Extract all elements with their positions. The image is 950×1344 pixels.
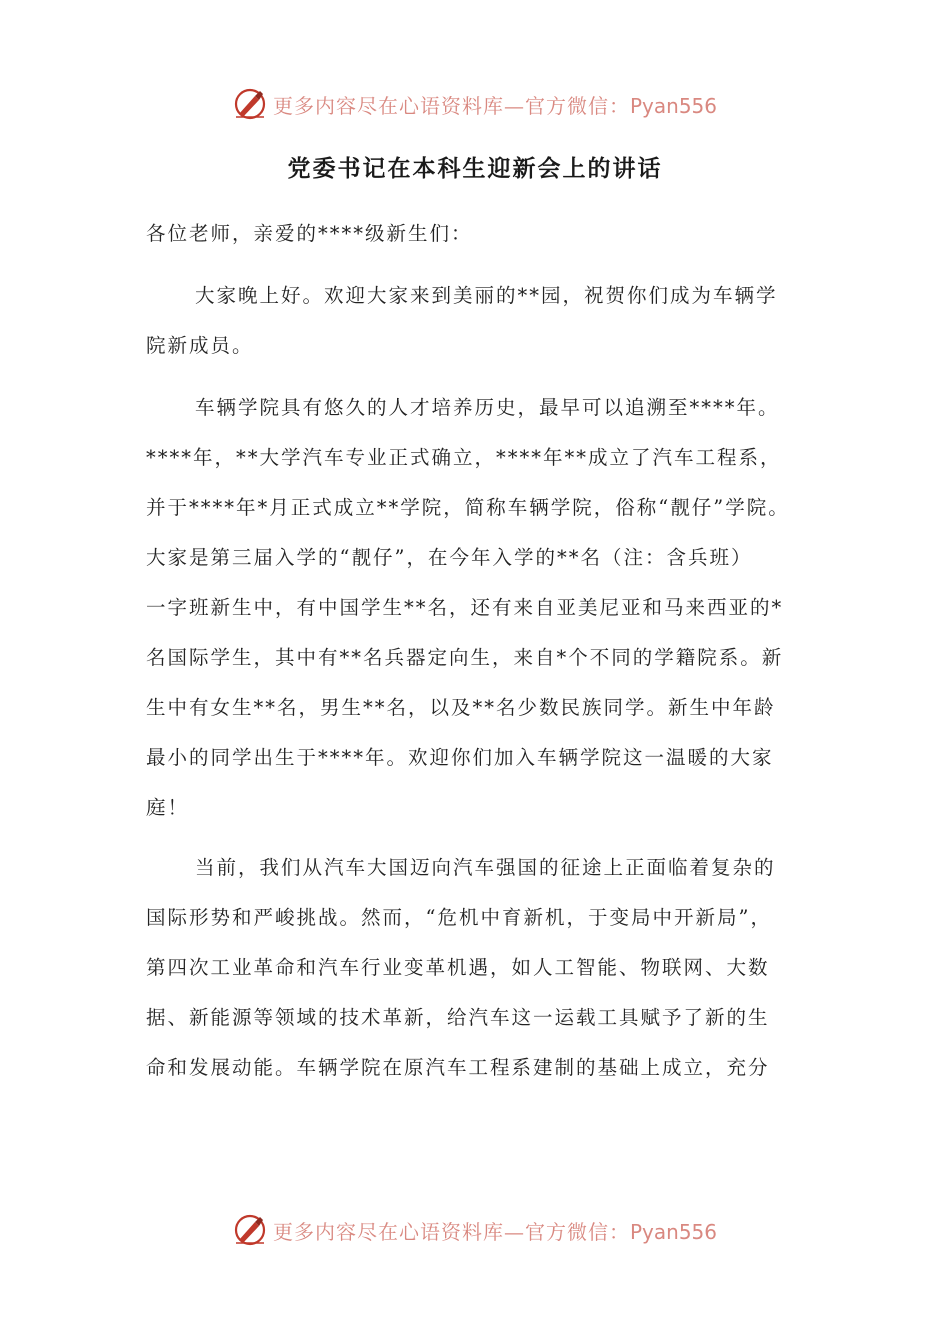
- text-line: ****年，**大学汽车专业正式确立，****年**成立了汽车工程系，: [146, 446, 782, 469]
- text-line: 生中有女生**名，男生**名，以及**名少数民族同学。新生中年龄: [146, 696, 776, 719]
- text-line: 大家是第三届入学的“靓仔”，在今年入学的**名（注：含兵班）: [146, 546, 753, 569]
- text-line: 第四次工业革命和汽车行业变革机遇，如人工智能、物联网、大数: [146, 956, 770, 979]
- paragraph-1: [146, 280, 816, 380]
- text-line: 名国际学生，其中有**名兵器定向生，来自*个不同的学籍院系。新: [146, 646, 784, 669]
- banner-text: 更多内容尽在心语资料库—官方微信：Pyan556: [272, 1219, 717, 1244]
- footer-banner: [0, 1210, 950, 1250]
- text-line: 庭！: [146, 796, 190, 819]
- paragraph-2: [146, 392, 816, 842]
- text-line: 最小的同学出生于****年。欢迎你们加入车辆学院这一温暖的大家: [146, 746, 774, 769]
- banner-text: 更多内容尽在心语资料库—官方微信：Pyan556: [272, 93, 717, 118]
- salutation: 各位老师，亲爱的****级新生们：: [146, 222, 473, 245]
- header-banner: [0, 84, 950, 124]
- text-line: 院新成员。: [146, 334, 254, 357]
- text-line: 大家晚上好。欢迎大家来到美丽的**园，祝贺你们成为车辆学: [195, 284, 778, 307]
- text-line: 命和发展动能。车辆学院在原汽车工程系建制的基础上成立，充分: [146, 1056, 770, 1079]
- wechat-id: Pyan556: [629, 1219, 717, 1244]
- pen-logo-icon: [233, 87, 267, 121]
- text-line: 并于****年*月正式成立**学院，简称车辆学院，俗称“靓仔”学院。: [146, 496, 790, 519]
- text-line: 车辆学院具有悠久的人才培养历史，最早可以追溯至****年。: [195, 396, 780, 419]
- paragraph-3: [146, 852, 816, 1102]
- text-line: 一字班新生中，有中国学生**名，还有来自亚美尼亚和马来西亚的*: [146, 596, 784, 619]
- page-title: 党委书记在本科生迎新会上的讲话: [287, 155, 663, 182]
- wechat-id: Pyan556: [629, 93, 717, 118]
- text-line: 据、新能源等领域的技术革新，给汽车这一运载工具赋予了新的生: [146, 1006, 770, 1029]
- pen-logo-icon: [233, 1213, 267, 1247]
- text-line: 当前，我们从汽车大国迈向汽车强国的征途上正面临着复杂的: [195, 856, 776, 879]
- text-line: 国际形势和严峻挑战。然而，“危机中育新机，于变局中开新局”，: [146, 906, 772, 929]
